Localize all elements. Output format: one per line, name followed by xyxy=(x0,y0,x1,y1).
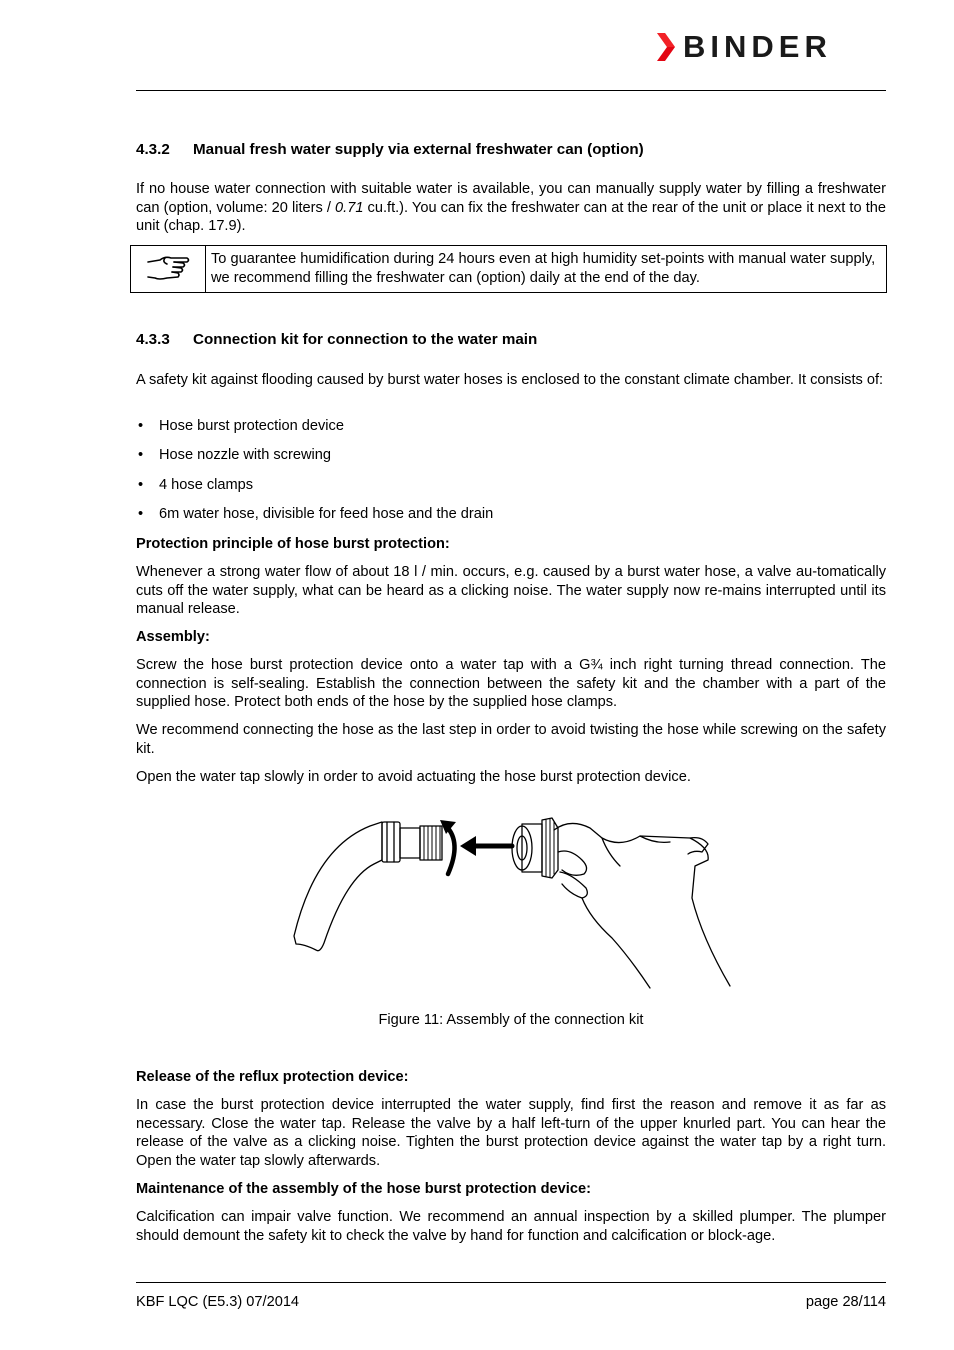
document-id: KBF LQC (E5.3) 07/2014 xyxy=(136,1294,300,1310)
push-arrow-icon xyxy=(460,836,476,856)
list-item-text: 6m water hose, divisible for feed hose and the drain xyxy=(159,505,494,522)
brand-name: BINDER xyxy=(683,29,832,64)
pointing-hand-icon xyxy=(131,246,206,292)
list-item xyxy=(136,446,876,475)
header-divider xyxy=(136,90,886,91)
note-text: To guarantee humidification during 24 hours even at high humidity set-points with manual water supply, we recommend filling the freshwater can (option) daily at the end of the day. xyxy=(211,251,876,286)
bullet-icon: • xyxy=(138,505,144,522)
hand-outline xyxy=(554,823,730,986)
principle-text: Whenever a strong water flow of about 18 l / min. occurs, e.g. caused by a burst water hose, a valve au-tomatically cuts off the water supply, what can be heard as a clicking noise. The water supply now re-mains interrupted until its manual release. xyxy=(136,564,886,618)
assembly-heading: Assembly: xyxy=(136,629,210,645)
list-item-text: 4 hose clamps xyxy=(159,476,254,493)
footer-divider xyxy=(136,1282,886,1283)
binder-logo-arrow-icon xyxy=(655,30,677,64)
section-heading-4-3-2 xyxy=(136,141,644,160)
kit-contents-list xyxy=(136,417,876,534)
assembly-paragraph-3: Open the water tap slowly in order to avoid actuating the hose burst protection device. xyxy=(136,769,691,785)
freshwater-paragraph xyxy=(136,180,886,236)
volume-cuft: 0.71 xyxy=(335,199,364,216)
principle-heading: Protection principle of hose burst protection: xyxy=(136,536,450,552)
hose-outline xyxy=(294,822,382,951)
release-heading: Release of the reflux protection device: xyxy=(136,1069,409,1085)
list-item xyxy=(136,417,876,446)
bullet-icon: • xyxy=(138,418,144,434)
assembly-illustration xyxy=(290,808,740,993)
section-title: Connection kit for connection to the water main xyxy=(193,331,538,348)
list-item-text: Hose nozzle with screwing xyxy=(159,447,331,464)
bullet-icon: • xyxy=(138,447,144,464)
section-number: 4.3.3 xyxy=(136,331,170,348)
rotation-arrow-icon xyxy=(446,826,455,874)
bullet-icon: • xyxy=(138,476,144,493)
note-box xyxy=(130,245,887,293)
section-heading-4-3-3 xyxy=(136,331,537,350)
maintenance-heading: Maintenance of the assembly of the hose burst protection device: xyxy=(136,1181,591,1197)
list-item xyxy=(136,476,876,505)
kit-intro: A safety kit against flooding caused by burst water hoses is enclosed to the constant climate chamber. It consists of: xyxy=(136,372,884,388)
binder-logo xyxy=(655,29,832,65)
paragraph-text-cont: cu.ft.). You can fix the freshwater can at the rear of the unit or place it next to the unit (chap. 17.9). xyxy=(136,199,886,235)
list-item-text: Hose burst protection device xyxy=(159,418,344,434)
maintenance-text: Calcification can impair valve function. We recommend an annual inspection by a skilled plumper. The plumper should demount the safety kit to check the valve by hand for function and calcification or block-age. xyxy=(136,1209,886,1244)
section-title: Manual fresh water supply via external freshwater can (option) xyxy=(193,141,644,158)
release-text: In case the burst protection device interrupted the water supply, find first the reason and remove it as far as necessary. Close the water tap. Release the valve by a half left-turn of the upper knurled part. You can hear the release of the valve as a clicking noise. Tighten the burst protection device against the water tap by a right turn. Open the water tap slowly afterwards. xyxy=(136,1097,886,1169)
assembly-paragraph-1: Screw the hose burst protection device onto a water tap with a G¾ inch right turning thread connection. The connection is self-sealing. Establish the connection between the safety kit and the chamber with a part of the supplied hose. Protect both ends of the hose by the supplied hose clamps. xyxy=(136,657,886,711)
figure-caption: Figure 11: Assembly of the connection kit xyxy=(378,1012,644,1028)
list-item xyxy=(136,505,876,534)
paragraph-text: If no house water connection with suitable water is available, you can manually supply water by filling a freshwater can (option, volume: 20 liters / xyxy=(136,181,886,216)
page-number: page 28/114 xyxy=(805,1294,886,1310)
section-number: 4.3.2 xyxy=(136,141,170,158)
assembly-paragraph-2: We recommend connecting the hose as the last step in order to avoid twisting the hose while screwing on the safety kit. xyxy=(136,722,886,757)
